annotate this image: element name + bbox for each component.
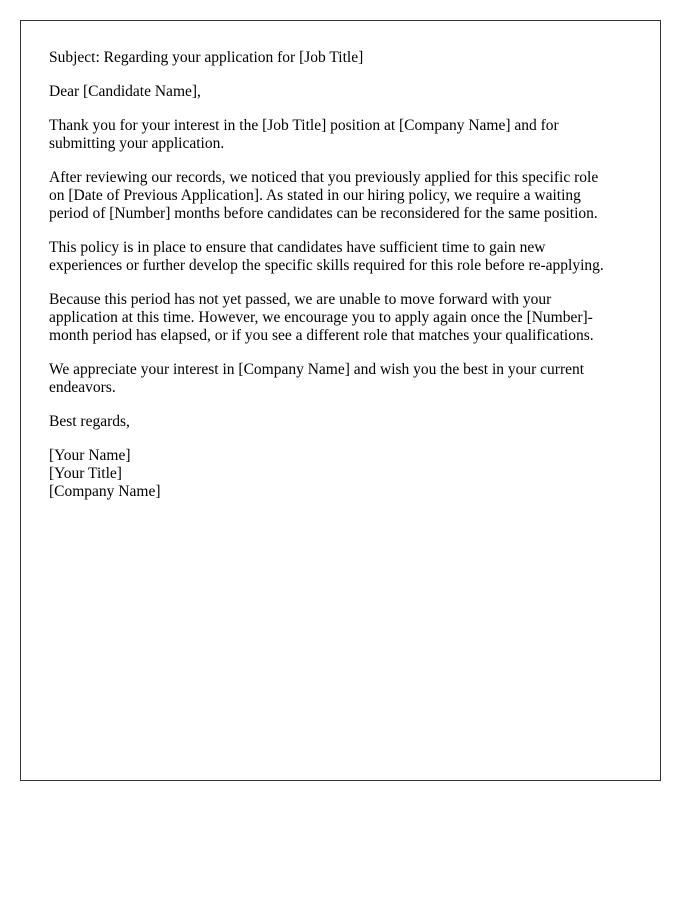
text-line: Because this period has not yet passed, we are unable to move forward with your	[49, 291, 552, 308]
text-line: This policy is in place to ensure that candidates have sufficient time to gain new	[49, 239, 546, 256]
signature-block	[49, 447, 632, 501]
letter-document	[20, 20, 661, 781]
signer-company: [Company Name]	[49, 483, 161, 500]
text-line: application at this time. However, we encourage you to apply again once the [Number]-	[49, 309, 593, 326]
text-line: Thank you for your interest in the [Job Title] position at [Company Name] and for	[49, 117, 559, 134]
text-line: period of [Number] months before candidates can be reconsidered for the same position.	[49, 205, 598, 222]
text-line: submitting your application.	[49, 135, 225, 152]
text-line: experiences or further develop the specific skills required for this role before re-applying.	[49, 257, 604, 274]
subject-line: Subject: Regarding your application for [Job Title]	[49, 49, 364, 66]
body-paragraph	[49, 361, 632, 397]
text-line: After reviewing our records, we noticed that you previously applied for this specific role	[49, 169, 599, 186]
salutation: Dear [Candidate Name],	[49, 83, 201, 100]
text-line: month period has elapsed, or if you see a different role that matches your qualifications.	[49, 327, 594, 344]
signer-title: [Your Title]	[49, 465, 122, 482]
text-line: endeavors.	[49, 379, 116, 396]
body-paragraph	[49, 239, 632, 275]
signer-name: [Your Name]	[49, 447, 131, 464]
body-paragraph	[49, 117, 632, 153]
text-line: on [Date of Previous Application]. As stated in our hiring policy, we require a waiting	[49, 187, 581, 204]
body-paragraph	[49, 169, 632, 223]
closing: Best regards,	[49, 413, 130, 430]
body-paragraph	[49, 291, 632, 345]
text-line: We appreciate your interest in [Company Name] and wish you the best in your current	[49, 361, 585, 378]
